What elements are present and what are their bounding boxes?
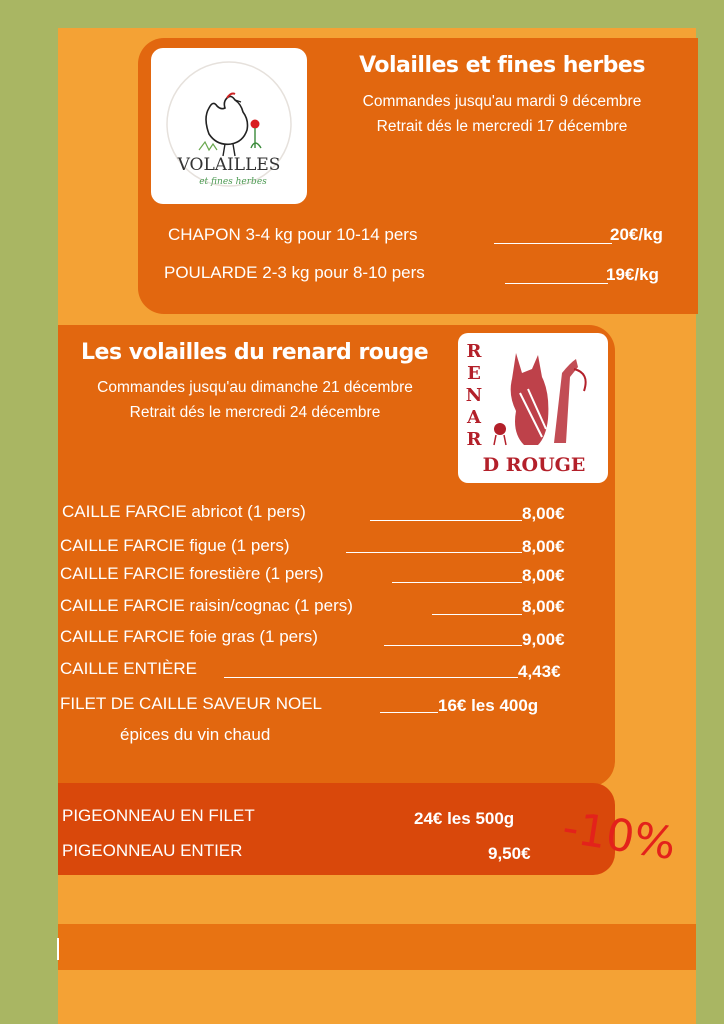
svg-text:et fines herbes: et fines herbes <box>199 177 267 187</box>
fox-icon <box>458 333 608 483</box>
price-filet-caille-noel: 16€ les 400g <box>438 696 539 715</box>
item-caille-foie-gras: CAILLE FARCIE foie gras (1 pers) <box>60 627 318 646</box>
item-poularde: POULARDE 2-3 kg pour 8-10 pers <box>164 263 425 282</box>
discount-badge: -10% <box>559 802 680 871</box>
item-chapon: CHAPON 3-4 kg pour 10-14 pers <box>168 225 418 244</box>
price-pigeonneau-filet: 24€ les 500g <box>414 809 515 828</box>
dotted-leader <box>370 520 522 521</box>
section1-order-deadline: Commandes jusqu'au mardi 9 décembre <box>362 93 642 110</box>
price-chapon: 20€/kg <box>610 225 663 244</box>
price-caille-raisin-cognac: 8,00€ <box>522 597 565 616</box>
section2-title: Les volailles du renard rouge <box>81 340 429 365</box>
price-caille-foie-gras: 9,00€ <box>522 630 565 649</box>
item-pigeonneau-filet: PIGEONNEAU EN FILET <box>62 806 255 825</box>
item-filet-caille-note: épices du vin chaud <box>120 725 271 744</box>
item-filet-caille-noel: FILET DE CAILLE SAVEUR NOEL <box>60 694 323 713</box>
price-caille-entiere: 4,43€ <box>518 662 561 681</box>
svg-text:A: A <box>467 407 481 428</box>
price-caille-figue: 8,00€ <box>522 537 565 556</box>
dotted-leader <box>392 582 522 583</box>
item-caille-figue: CAILLE FARCIE figue (1 pers) <box>60 536 290 555</box>
price-caille-abricot: 8,00€ <box>522 504 565 523</box>
edge-mark <box>57 938 59 960</box>
section1-title: Volailles et fines herbes <box>359 53 645 78</box>
pigeonneau-panel <box>58 783 615 875</box>
svg-text:VOLAILLES: VOLAILLES <box>177 155 281 175</box>
dotted-leader <box>505 283 608 284</box>
item-caille-entiere: CAILLE ENTIÈRE <box>60 659 197 678</box>
dotted-leader <box>494 243 612 244</box>
item-caille-abricot: CAILLE FARCIE abricot (1 pers) <box>62 502 306 521</box>
dotted-leader <box>346 552 522 553</box>
svg-text:D ROUGE: D ROUGE <box>482 454 586 476</box>
bottom-band <box>58 924 696 970</box>
dotted-leader <box>380 712 438 713</box>
section2-order-deadline: Commandes jusqu'au dimanche 21 décembre <box>97 379 413 396</box>
dotted-leader <box>384 645 522 646</box>
item-caille-forestiere: CAILLE FARCIE forestière (1 pers) <box>60 564 324 583</box>
section1-pickup-date: Retrait dés le mercredi 17 décembre <box>376 118 628 135</box>
price-pigeonneau-entier: 9,50€ <box>488 844 531 863</box>
section2-pickup-date: Retrait dés le mercredi 24 décembre <box>129 404 381 421</box>
svg-text:R: R <box>466 341 482 362</box>
svg-text:E: E <box>467 363 481 384</box>
item-caille-raisin-cognac: CAILLE FARCIE raisin/cognac (1 pers) <box>60 596 353 615</box>
svg-text:R: R <box>466 429 482 450</box>
renard-rouge-logo <box>458 333 608 483</box>
item-pigeonneau-entier: PIGEONNEAU ENTIER <box>62 841 243 860</box>
price-caille-forestiere: 8,00€ <box>522 566 565 585</box>
dotted-leader <box>432 614 522 615</box>
price-poularde: 19€/kg <box>606 265 659 284</box>
dotted-leader <box>224 677 518 678</box>
svg-text:N: N <box>465 385 483 406</box>
